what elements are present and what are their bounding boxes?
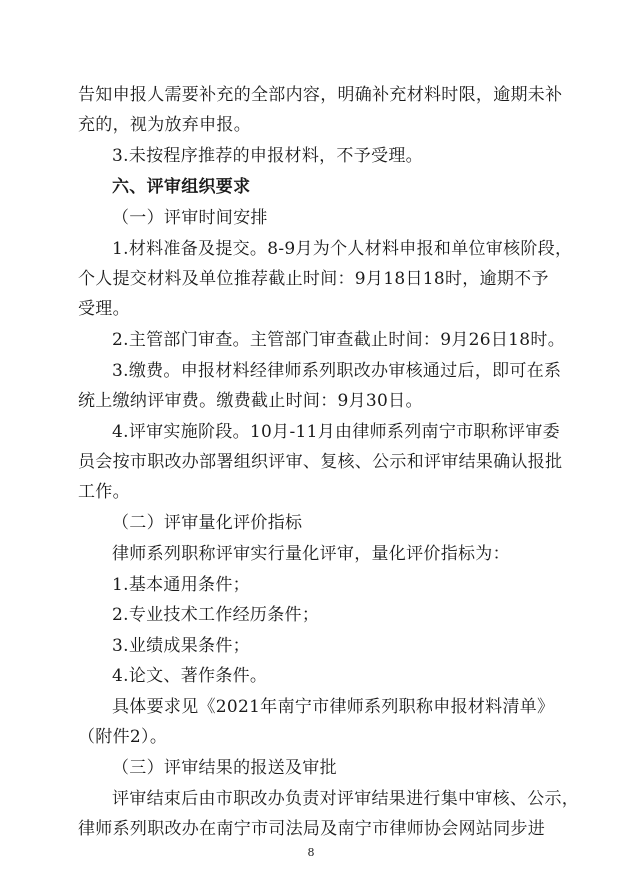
text-line: 3.未按程序推荐的申报材料，不予受理。: [112, 146, 423, 166]
list-item: 2.专业技术工作经历条件；: [112, 605, 320, 625]
subsection-heading: （一）评审时间安排: [112, 208, 268, 228]
list-item: 1.基本通用条件；: [112, 575, 250, 595]
text-line: 告知申报人需要补充的全部内容，明确补充材料时限，逾期未补: [78, 85, 563, 105]
section-heading: 六、评审组织要求: [112, 177, 251, 197]
list-item: 3.业绩成果条件；: [112, 636, 250, 656]
text-line: 2.主管部门审查。主管部门审查截止时间：9月26日18时。: [112, 330, 565, 350]
text-line: 员会按市职改办部署组织评审、复核、公示和评审结果确认报批: [78, 452, 563, 472]
text-line: 受理。: [78, 299, 130, 319]
subsection-heading: （三）评审结果的报送及审批: [112, 758, 337, 778]
text-line: 统上缴纳评审费。缴费截止时间：9月30日。: [78, 391, 423, 411]
text-line: 个人提交材料及单位推荐截止时间：9月18日18时，逾期不予: [78, 269, 549, 289]
subsection-heading: （二）评审量化评价指标: [112, 513, 303, 533]
text-line: 工作。: [78, 482, 130, 502]
text-line: 充的，视为放弃申报。: [78, 115, 251, 135]
text-line: 3.缴费。申报材料经律师系列职改办审核通过后，即可在系: [112, 361, 562, 381]
text-line: 具体要求见《2021年南宁市律师系列职称申报材料清单》: [112, 697, 555, 717]
text-line: （附件2）。: [78, 727, 168, 747]
text-line: 律师系列职改办在南宁市司法局及南宁市律师协会网站同步进: [78, 819, 546, 839]
text-line: 1.材料准备及提交。8-9月为个人材料申报和单位审核阶段，: [112, 239, 573, 259]
text-line: 评审结束后由市职改办负责对评审结果进行集中审核、公示，: [112, 789, 580, 809]
page-number: 8: [307, 846, 315, 859]
text-line: 4.评审实施阶段。10月-11月由律师系列南宁市职称评审委: [112, 422, 560, 442]
text-line: 律师系列职称评审实行量化评审，量化评价指标为：: [112, 544, 510, 564]
list-item: 4.论文、著作条件。: [112, 666, 268, 686]
